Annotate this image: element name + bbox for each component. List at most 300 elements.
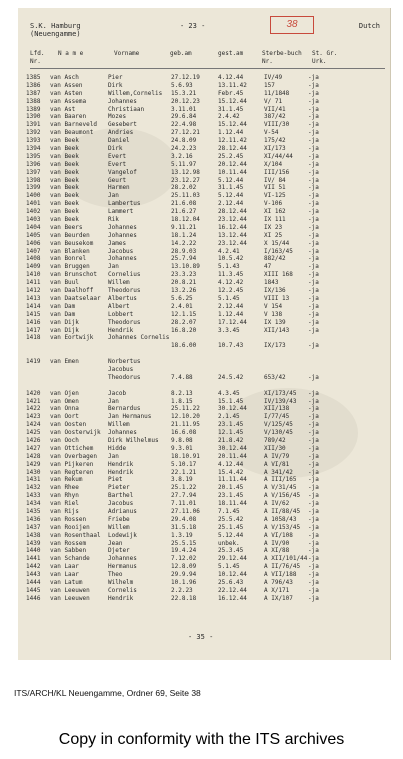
row-birthdate: 29.9.94 <box>171 571 197 579</box>
row-certificate: -ja <box>308 547 319 555</box>
header-nationality: Dutch <box>358 22 380 30</box>
table-row <box>18 113 391 121</box>
footer-page-number: - 35 - <box>188 633 214 641</box>
row-surname: van Rhyn <box>50 492 79 500</box>
table-row <box>18 240 391 248</box>
row-firstname: Lambertus <box>108 200 141 208</box>
row-number: 1432 <box>26 484 41 492</box>
row-number: 1431 <box>26 476 41 484</box>
table-row <box>18 492 391 500</box>
row-surname: van Rhee <box>50 484 79 492</box>
column-headers <box>30 46 385 69</box>
row-surname: van Overbagen <box>50 452 97 460</box>
row-registry-no: A V/31/45 <box>264 484 297 492</box>
row-certificate: -ja <box>308 231 319 239</box>
row-deathdate: 30.12.44 <box>218 405 247 413</box>
row-birthdate: 20.12.23 <box>171 97 200 105</box>
table-row <box>18 445 391 453</box>
header-camp: S.K. Hamburg <box>30 22 81 30</box>
row-registry-no: V-106 <box>264 200 283 208</box>
row-number: 1401 <box>26 200 41 208</box>
row-certificate: -ja <box>308 137 319 145</box>
row-deathdate: 15.1.45 <box>218 397 244 405</box>
row-firstname: Gesebert <box>108 121 137 129</box>
table-row <box>18 358 391 366</box>
row-deathdate: 13.11.42 <box>218 81 247 89</box>
row-registry-no: A IX/107 <box>264 594 293 602</box>
row-firstname: Barthel <box>108 492 134 500</box>
row-certificate: -ja <box>308 342 319 350</box>
row-number: 1442 <box>26 563 41 571</box>
row-birthdate: 7.12.02 <box>171 555 197 563</box>
row-certificate: -ja <box>308 74 319 81</box>
row-number: 1387 <box>26 89 41 97</box>
row-registry-no: A 341/42 <box>264 468 293 476</box>
row-certificate: -ja <box>308 571 319 579</box>
row-deathdate: 1.12.44 <box>218 310 244 318</box>
row-number: 1446 <box>26 594 41 602</box>
row-surname: van Ast <box>50 105 76 113</box>
row-number: 1398 <box>26 176 41 184</box>
row-number: 1412 <box>26 287 41 295</box>
row-surname: van Daatselaar <box>50 294 101 302</box>
row-birthdate: 23.12.27 <box>171 176 200 184</box>
row-certificate: -ja <box>308 302 319 310</box>
table-row <box>18 366 391 374</box>
row-birthdate: 22.4.98 <box>171 121 197 129</box>
row-registry-no: A IV/79 <box>264 452 290 460</box>
row-deathdate: 2.12.44 <box>218 302 244 310</box>
row-firstname: Willem <box>108 279 130 287</box>
row-registry-no: IX 111 <box>264 216 286 224</box>
row-firstname: Andries <box>108 129 134 137</box>
handwritten-page-mark: 38 <box>270 16 314 34</box>
row-birthdate: 1.3.19 <box>171 531 193 539</box>
row-surname: van Beek <box>50 200 79 208</box>
row-registry-no: A II/76/45 <box>264 563 301 571</box>
source-caption: ITS/ARCH/KL Neuengamme, Ordner 69, Seite 38 <box>14 688 201 698</box>
row-birthdate: 27.11.06 <box>171 507 200 515</box>
row-surname: van Beek <box>50 216 79 224</box>
row-registry-no: XIII 168 <box>264 271 293 279</box>
row-surname: van Oosten <box>50 421 87 429</box>
row-surname: van Rossen <box>50 515 87 523</box>
row-registry-no: 11/1848 <box>264 89 290 97</box>
row-deathdate: 17.12.44 <box>218 318 247 326</box>
row-registry-no: VI-125 <box>264 192 286 200</box>
row-registry-no: A VI/108 <box>264 531 293 539</box>
row-registry-no: 387/42 <box>264 113 286 121</box>
row-birthdate: 9.8.08 <box>171 436 193 444</box>
row-number: 1422 <box>26 405 41 413</box>
row-firstname: Jan Hermanus <box>108 413 152 421</box>
row-number: 1421 <box>26 397 41 405</box>
row-birthdate: 31.5.18 <box>171 523 197 531</box>
row-firstname: Lodewijk <box>108 531 137 539</box>
row-birthdate: 29.6.84 <box>171 113 197 121</box>
row-certificate: -ja <box>308 429 319 437</box>
row-number: 1430 <box>26 468 41 476</box>
row-deathdate: 5.1.45 <box>218 294 240 302</box>
row-surname: van Oort <box>50 413 79 421</box>
row-number: 1443 <box>26 571 41 579</box>
row-certificate: -ja <box>308 310 319 318</box>
row-registry-no: A X/171 <box>264 586 290 594</box>
row-number: 1407 <box>26 247 41 255</box>
row-number: 1410 <box>26 271 41 279</box>
row-deathdate: 4.12.44 <box>218 460 244 468</box>
row-birthdate: 20.8.21 <box>171 279 197 287</box>
row-registry-no: IX/136 <box>264 287 286 295</box>
row-registry-no: XI 25 <box>264 231 283 239</box>
row-registry-no: 882/42 <box>264 255 286 263</box>
row-number: 1385 <box>26 74 41 81</box>
row-certificate: -ja <box>308 287 319 295</box>
row-number: 1406 <box>26 239 41 247</box>
row-registry-no: 1843 <box>264 279 279 287</box>
row-number: 1391 <box>26 121 41 129</box>
row-birthdate: 25.7.94 <box>171 255 197 263</box>
row-registry-no: VII/41 <box>264 105 286 113</box>
row-registry-no: 175/42 <box>264 137 286 145</box>
table-row <box>18 255 391 263</box>
table-row <box>18 413 391 421</box>
row-firstname: Evert <box>108 152 127 160</box>
row-registry-no: XI/173 <box>264 145 286 153</box>
row-surname: van Buul <box>50 279 79 287</box>
col-buch: Sterbe-buch Nr. <box>262 50 302 65</box>
table-row <box>18 327 391 335</box>
table-row <box>18 90 391 98</box>
table-row <box>18 342 391 350</box>
row-surname: van Beurden <box>50 231 90 239</box>
row-birthdate: 21.6.08 <box>171 200 197 208</box>
row-certificate: -ja <box>308 326 319 334</box>
row-number: 1396 <box>26 160 41 168</box>
row-deathdate: 28.12.44 <box>218 145 247 153</box>
row-surname: van Eortwijk <box>50 334 94 342</box>
row-birthdate: 13.10.89 <box>171 263 200 271</box>
row-registry-no: X/104 <box>264 160 283 168</box>
row-certificate: -ja <box>308 152 319 160</box>
row-deathdate: 12.1.45 <box>218 429 244 437</box>
row-registry-no: A VII/188 <box>264 571 297 579</box>
row-certificate: -ja <box>308 421 319 429</box>
row-certificate: -ja <box>308 200 319 208</box>
row-surname: van Riel <box>50 500 79 508</box>
row-certificate: -ja <box>308 223 319 231</box>
row-deathdate: 3.3.45 <box>218 326 240 334</box>
row-surname: van Dam <box>50 302 76 310</box>
row-surname: van Dijk <box>50 326 79 334</box>
row-number: 1405 <box>26 231 41 239</box>
register-rows <box>18 74 391 603</box>
row-surname: van Laar <box>50 571 79 579</box>
col-name: N a m e <box>58 50 84 57</box>
row-birthdate: 9.3.01 <box>171 444 193 452</box>
row-firstname: Cornelius <box>108 271 141 279</box>
row-firstname: Pier <box>108 74 123 81</box>
row-firstname: Willem <box>108 523 130 531</box>
row-number: 1426 <box>26 436 41 444</box>
row-deathdate: 28.12.44 <box>218 208 247 216</box>
row-firstname: Lammert <box>108 208 134 216</box>
row-firstname: Hendrik <box>108 460 134 468</box>
table-row <box>18 295 391 303</box>
table-row <box>18 311 391 319</box>
row-firstname: Norbertus <box>108 358 141 366</box>
row-firstname: Johannes <box>108 97 137 105</box>
row-number: 1408 <box>26 255 41 263</box>
row-firstname: Theo <box>108 571 123 579</box>
row-certificate: -ja <box>308 507 319 515</box>
row-birthdate: 3.8.19 <box>171 476 193 484</box>
row-surname: van Blanken <box>50 247 90 255</box>
table-row <box>18 106 391 114</box>
row-surname: van Rossem <box>50 539 87 547</box>
table-row <box>18 200 391 208</box>
row-number: 1444 <box>26 579 41 586</box>
row-deathdate: 23.1.45 <box>218 492 244 500</box>
table-row <box>18 532 391 540</box>
table-row <box>18 421 391 429</box>
row-certificate: -ja <box>308 145 319 153</box>
row-registry-no: XI/44/44 <box>264 152 293 160</box>
row-deathdate: 24.5.42 <box>218 373 244 381</box>
table-row <box>18 177 391 185</box>
row-registry-no: XI/173/45 <box>264 389 297 397</box>
row-certificate: -ja <box>308 468 319 476</box>
row-deathdate: 20.11.44 <box>218 452 247 460</box>
table-row <box>18 184 391 192</box>
table-row <box>18 248 391 256</box>
row-firstname: Daniel <box>108 137 130 145</box>
row-deathdate: 21.8.42 <box>218 436 244 444</box>
row-certificate: -ja <box>308 515 319 523</box>
row-deathdate: 10.11.44 <box>218 168 247 176</box>
row-deathdate: 11.3.45 <box>218 271 244 279</box>
row-firstname: Hermanus <box>108 563 137 571</box>
row-certificate: -ja <box>308 160 319 168</box>
row-surname: van Emen <box>50 358 79 366</box>
row-deathdate: 29.12.44 <box>218 555 247 563</box>
row-surname: van Ooch <box>50 436 79 444</box>
table-row <box>18 508 391 516</box>
row-deathdate: 23.12.44 <box>218 216 247 224</box>
row-birthdate: 18.6.00 <box>171 342 197 350</box>
row-birthdate: 21.11.95 <box>171 421 200 429</box>
row-firstname: Jean <box>108 539 123 547</box>
row-surname: van Laar <box>50 563 79 571</box>
row-deathdate: 4.12.42 <box>218 279 244 287</box>
row-registry-no: I/77/45 <box>264 413 290 421</box>
row-surname: van Schande <box>50 555 90 563</box>
row-birthdate: 2.2.23 <box>171 586 193 594</box>
row-certificate: -ja <box>308 105 319 113</box>
row-birthdate: 24.2.23 <box>171 145 197 153</box>
row-certificate: -ja <box>308 121 319 129</box>
row-birthdate: 24.8.09 <box>171 137 197 145</box>
row-certificate: -ja <box>308 586 319 594</box>
row-certificate: -ja <box>308 168 319 176</box>
row-firstname: Johannes <box>108 255 137 263</box>
row-deathdate: 15.12.44 <box>218 97 247 105</box>
row-firstname: Dirk Wilhelmus <box>108 436 159 444</box>
row-birthdate: 25.11.22 <box>171 405 200 413</box>
col-geb: geb.am <box>170 50 192 57</box>
row-certificate: -ja <box>308 129 319 137</box>
row-number: 1402 <box>26 208 41 216</box>
row-number: 1438 <box>26 531 41 539</box>
row-deathdate: 2.4.42 <box>218 113 240 121</box>
row-deathdate: 2.12.44 <box>218 200 244 208</box>
row-deathdate: 16.12.44 <box>218 594 247 602</box>
table-row <box>18 437 391 445</box>
row-firstname: Rik <box>108 216 119 224</box>
row-deathdate: 20.12.44 <box>218 160 247 168</box>
row-certificate: -ja <box>308 247 319 255</box>
row-registry-no: XII/138 <box>264 405 290 413</box>
row-number: 1397 <box>26 168 41 176</box>
row-birthdate: 29.4.08 <box>171 515 197 523</box>
row-deathdate: 25.5.42 <box>218 515 244 523</box>
row-firstname: Hendrik <box>108 594 134 602</box>
row-registry-no: A IV/62 <box>264 500 290 508</box>
table-row <box>18 469 391 477</box>
row-birthdate: 12.10.20 <box>171 413 200 421</box>
row-number: 1445 <box>26 586 41 594</box>
row-deathdate: 22.12.44 <box>218 586 247 594</box>
row-registry-no: III/156 <box>264 168 290 176</box>
row-surname: van Daalhoff <box>50 287 94 295</box>
row-registry-no: IX 23 <box>264 223 283 231</box>
row-registry-no: IV/139/43 <box>264 397 297 405</box>
row-surname: van Regteren <box>50 468 94 476</box>
table-row <box>18 390 391 398</box>
row-firstname: Pieter <box>108 484 130 492</box>
row-firstname: Lobbert <box>108 310 134 318</box>
row-certificate: -ja <box>308 216 319 224</box>
row-birthdate: 22.1.21 <box>171 468 197 476</box>
row-number: 1394 <box>26 145 41 153</box>
row-registry-no: V/125/45 <box>264 421 293 429</box>
row-firstname: Hendrik <box>108 468 134 476</box>
row-certificate: -ja <box>308 81 319 89</box>
row-deathdate: 5.12.44 <box>218 531 244 539</box>
row-birthdate: 25.5.15 <box>171 539 197 547</box>
row-certificate: -ja <box>308 318 319 326</box>
row-birthdate: 2.4.01 <box>171 302 193 310</box>
row-surname: van Bonrel <box>50 255 87 263</box>
row-surname: van Beaumont <box>50 129 94 137</box>
row-firstname: Theodorus <box>108 318 141 326</box>
row-registry-no: V 154 <box>264 302 283 310</box>
row-certificate: -ja <box>308 563 319 571</box>
row-firstname: Dirk <box>108 81 123 89</box>
row-registry-no: A IV/90 <box>264 539 290 547</box>
row-birthdate: 27.12.19 <box>171 74 200 81</box>
row-registry-no: 789/42 <box>264 436 286 444</box>
row-number: 1439 <box>26 539 41 547</box>
table-row <box>18 98 391 106</box>
row-number: 1423 <box>26 413 41 421</box>
row-number: 1399 <box>26 184 41 192</box>
row-firstname: Cornelis <box>108 586 137 594</box>
row-surname: van Rijs <box>50 507 79 515</box>
row-birthdate: 16.6.08 <box>171 429 197 437</box>
row-firstname: Willem,Cornelis <box>108 89 163 97</box>
row-firstname: Piet <box>108 476 123 484</box>
row-certificate: -ja <box>308 373 319 381</box>
row-birthdate: 27.12.21 <box>171 129 200 137</box>
row-registry-no: A III/165 <box>264 476 297 484</box>
row-surname: van Beek <box>50 145 79 153</box>
row-surname: van Bruggen <box>50 263 90 271</box>
row-birthdate: 28.2.07 <box>171 318 197 326</box>
row-certificate: -ja <box>308 452 319 460</box>
row-registry-no: V 138 <box>264 310 283 318</box>
row-firstname: Jacob <box>108 389 127 397</box>
table-row <box>18 429 391 437</box>
row-number: 1435 <box>26 507 41 515</box>
row-number: 1419 <box>26 358 41 366</box>
row-certificate: -ja <box>308 579 319 586</box>
row-registry-no: IX/173 <box>264 342 286 350</box>
row-surname: van Rosenthaal <box>50 531 101 539</box>
row-certificate: -ja <box>308 389 319 397</box>
row-certificate: -ja <box>308 413 319 421</box>
table-row <box>18 153 391 161</box>
row-birthdate: 13.2.26 <box>171 287 197 295</box>
row-firstname: Jan <box>108 397 119 405</box>
row-registry-no: V/ 71 <box>264 97 283 105</box>
col-urk: St. Gr. Urk. <box>312 50 338 65</box>
table-row <box>18 555 391 563</box>
row-deathdate: 2.1.45 <box>218 413 240 421</box>
row-surname: van Asch <box>50 74 79 81</box>
row-surname: van Beek <box>50 192 79 200</box>
row-registry-no: A XI/88 <box>264 547 290 555</box>
row-number: 1425 <box>26 429 41 437</box>
table-row <box>18 484 391 492</box>
row-firstname: James <box>108 239 127 247</box>
row-deathdate: 4.2.41 <box>218 247 240 255</box>
row-registry-no: A XII/101/44 <box>264 555 308 563</box>
table-row <box>18 161 391 169</box>
row-number: 1437 <box>26 523 41 531</box>
row-birthdate: 5.11.97 <box>171 160 197 168</box>
row-registry-no: V-54 <box>264 129 279 137</box>
table-row <box>18 595 391 603</box>
row-number: 1429 <box>26 460 41 468</box>
row-certificate: -ja <box>308 184 319 192</box>
row-firstname: Christiaan <box>108 105 145 113</box>
table-row <box>18 334 391 342</box>
table-row <box>18 579 391 587</box>
row-birthdate: 25.1.22 <box>171 484 197 492</box>
row-firstname: Dirk <box>108 145 123 153</box>
row-certificate: -ja <box>308 405 319 413</box>
row-surname: van Rekum <box>50 476 83 484</box>
row-deathdate: unbek. <box>218 539 240 547</box>
row-surname: van Sabben <box>50 547 87 555</box>
table-row <box>18 476 391 484</box>
row-birthdate: 18.1.24 <box>171 231 197 239</box>
table-row <box>18 192 391 200</box>
row-surname: van Assema <box>50 97 87 105</box>
row-certificate: -ja <box>308 255 319 263</box>
table-row <box>18 82 391 90</box>
